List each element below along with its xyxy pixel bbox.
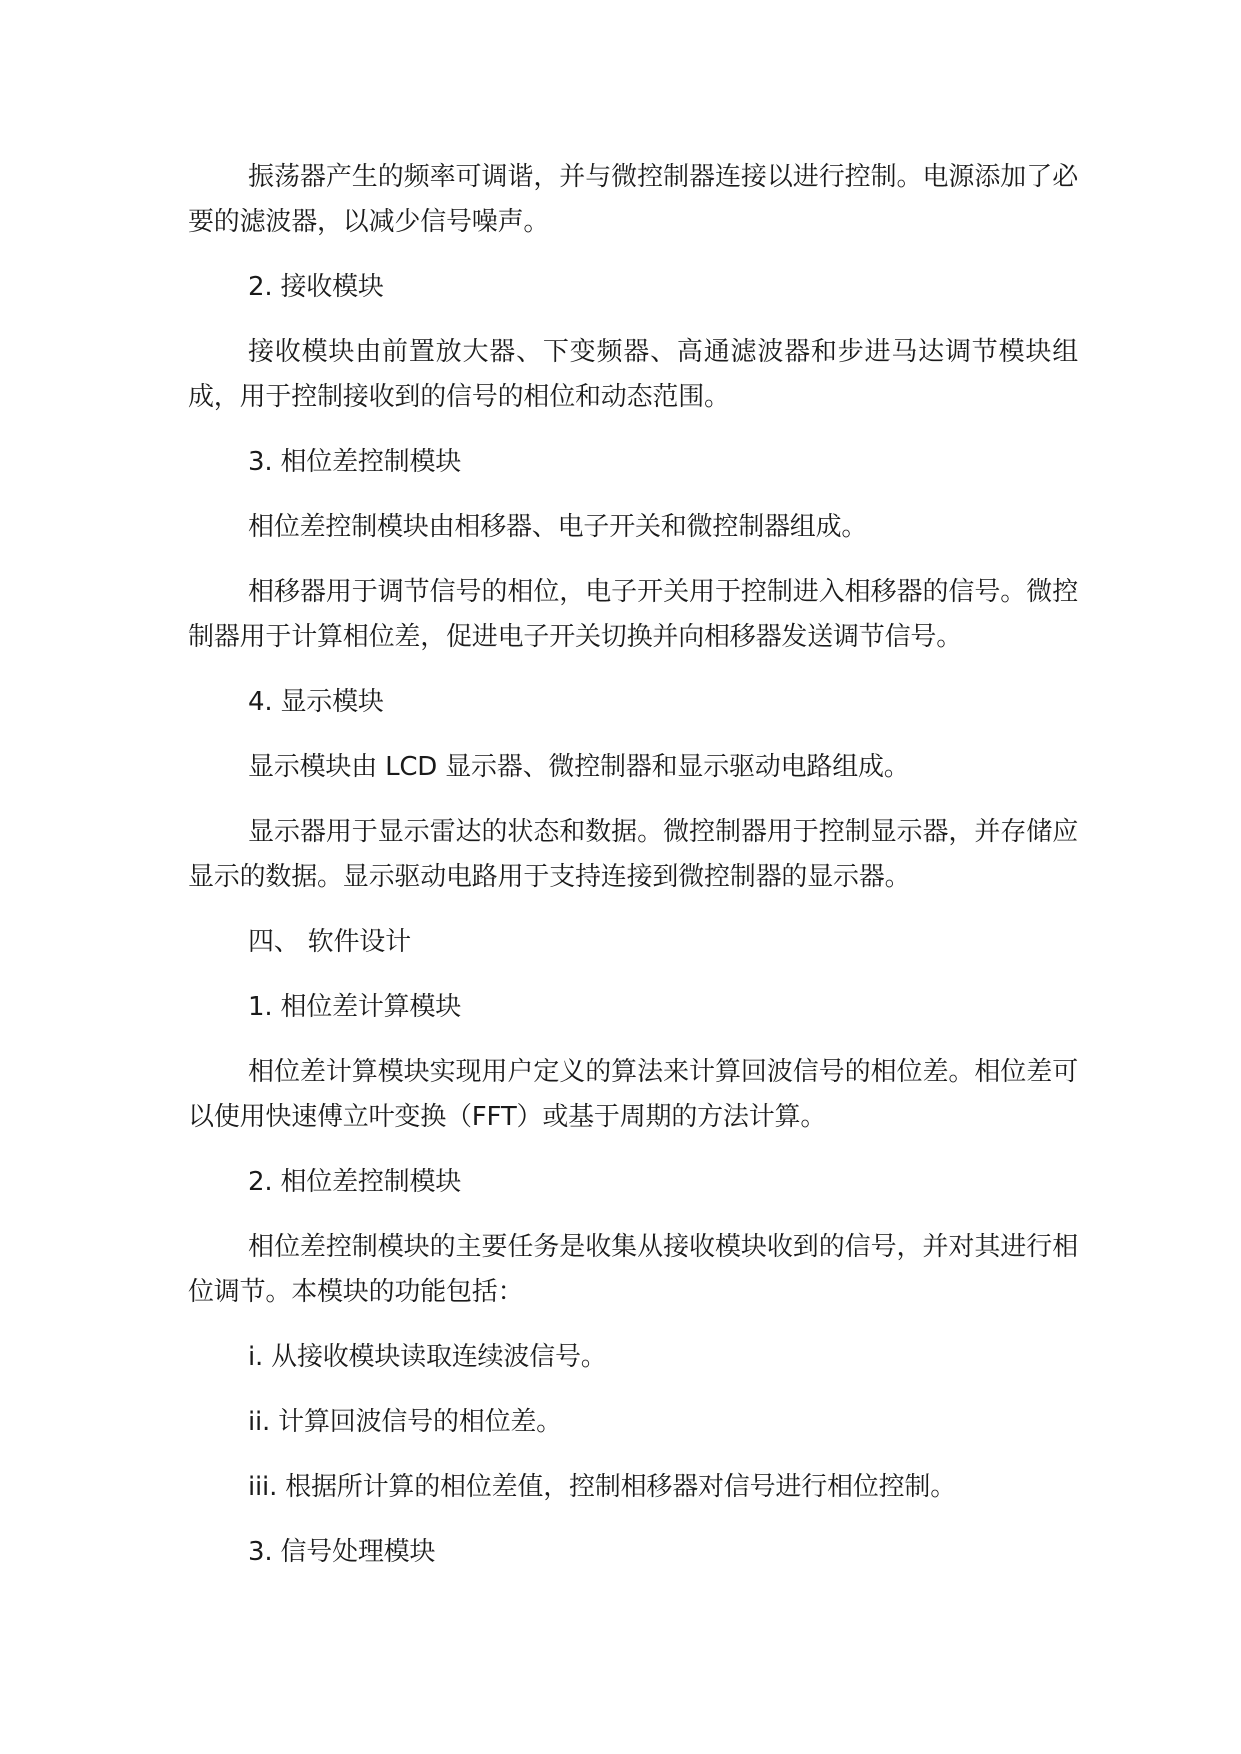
heading-phase-calculation-module: 1. 相位差计算模块 — [248, 992, 462, 1022]
heading-phase-control-module-software: 2. 相位差控制模块 — [248, 1167, 462, 1197]
heading-phase-control-module: 3. 相位差控制模块 — [248, 447, 462, 477]
paragraph-phase-shifter-function: 相移器用于调节信号的相位，电子开关用于控制进入相移器的信号。微控制器用于计算相位差，促进电子开关切换并向相移器发送调节信号。 — [188, 577, 1078, 652]
heading-signal-processing-module: 3. 信号处理模块 — [248, 1537, 436, 1567]
paragraph-display-function: 显示器用于显示雷达的状态和数据。微控制器用于控制显示器，并存储应显示的数据。显示驱动电路用于支持连接到微控制器的显示器。 — [188, 817, 1078, 892]
paragraph-phase-control-composition: 相位差控制模块由相移器、电子开关和微控制器组成。 — [248, 512, 868, 542]
paragraph-receive-module: 接收模块由前置放大器、下变频器、高通滤波器和步进马达调节模块组成，用于控制接收到的信号的相位和动态范围。 — [188, 337, 1078, 412]
heading-software-design: 四、 软件设计 — [248, 927, 411, 957]
heading-display-module: 4. 显示模块 — [248, 687, 384, 717]
paragraph-phase-control-tasks: 相位差控制模块的主要任务是收集从接收模块收到的信号，并对其进行相位调节。本模块的功能包括： — [188, 1232, 1078, 1307]
list-item-control-phase: iii. 根据所计算的相位差值，控制相移器对信号进行相位控制。 — [248, 1472, 957, 1502]
paragraph-oscillator-power: 振荡器产生的频率可调谐，并与微控制器连接以进行控制。电源添加了必要的滤波器，以减少信号噪声。 — [188, 162, 1078, 237]
document-body — [188, 155, 1078, 1575]
paragraph-display-composition: 显示模块由 LCD 显示器、微控制器和显示驱动电路组成。 — [248, 752, 910, 782]
list-item-read-signal: i. 从接收模块读取连续波信号。 — [248, 1342, 607, 1372]
list-item-calc-phase: ii. 计算回波信号的相位差。 — [248, 1407, 562, 1437]
paragraph-phase-calculation: 相位差计算模块实现用户定义的算法来计算回波信号的相位差。相位差可以使用快速傅立叶变换（FFT）或基于周期的方法计算。 — [188, 1057, 1078, 1132]
heading-receive-module: 2. 接收模块 — [248, 272, 384, 302]
